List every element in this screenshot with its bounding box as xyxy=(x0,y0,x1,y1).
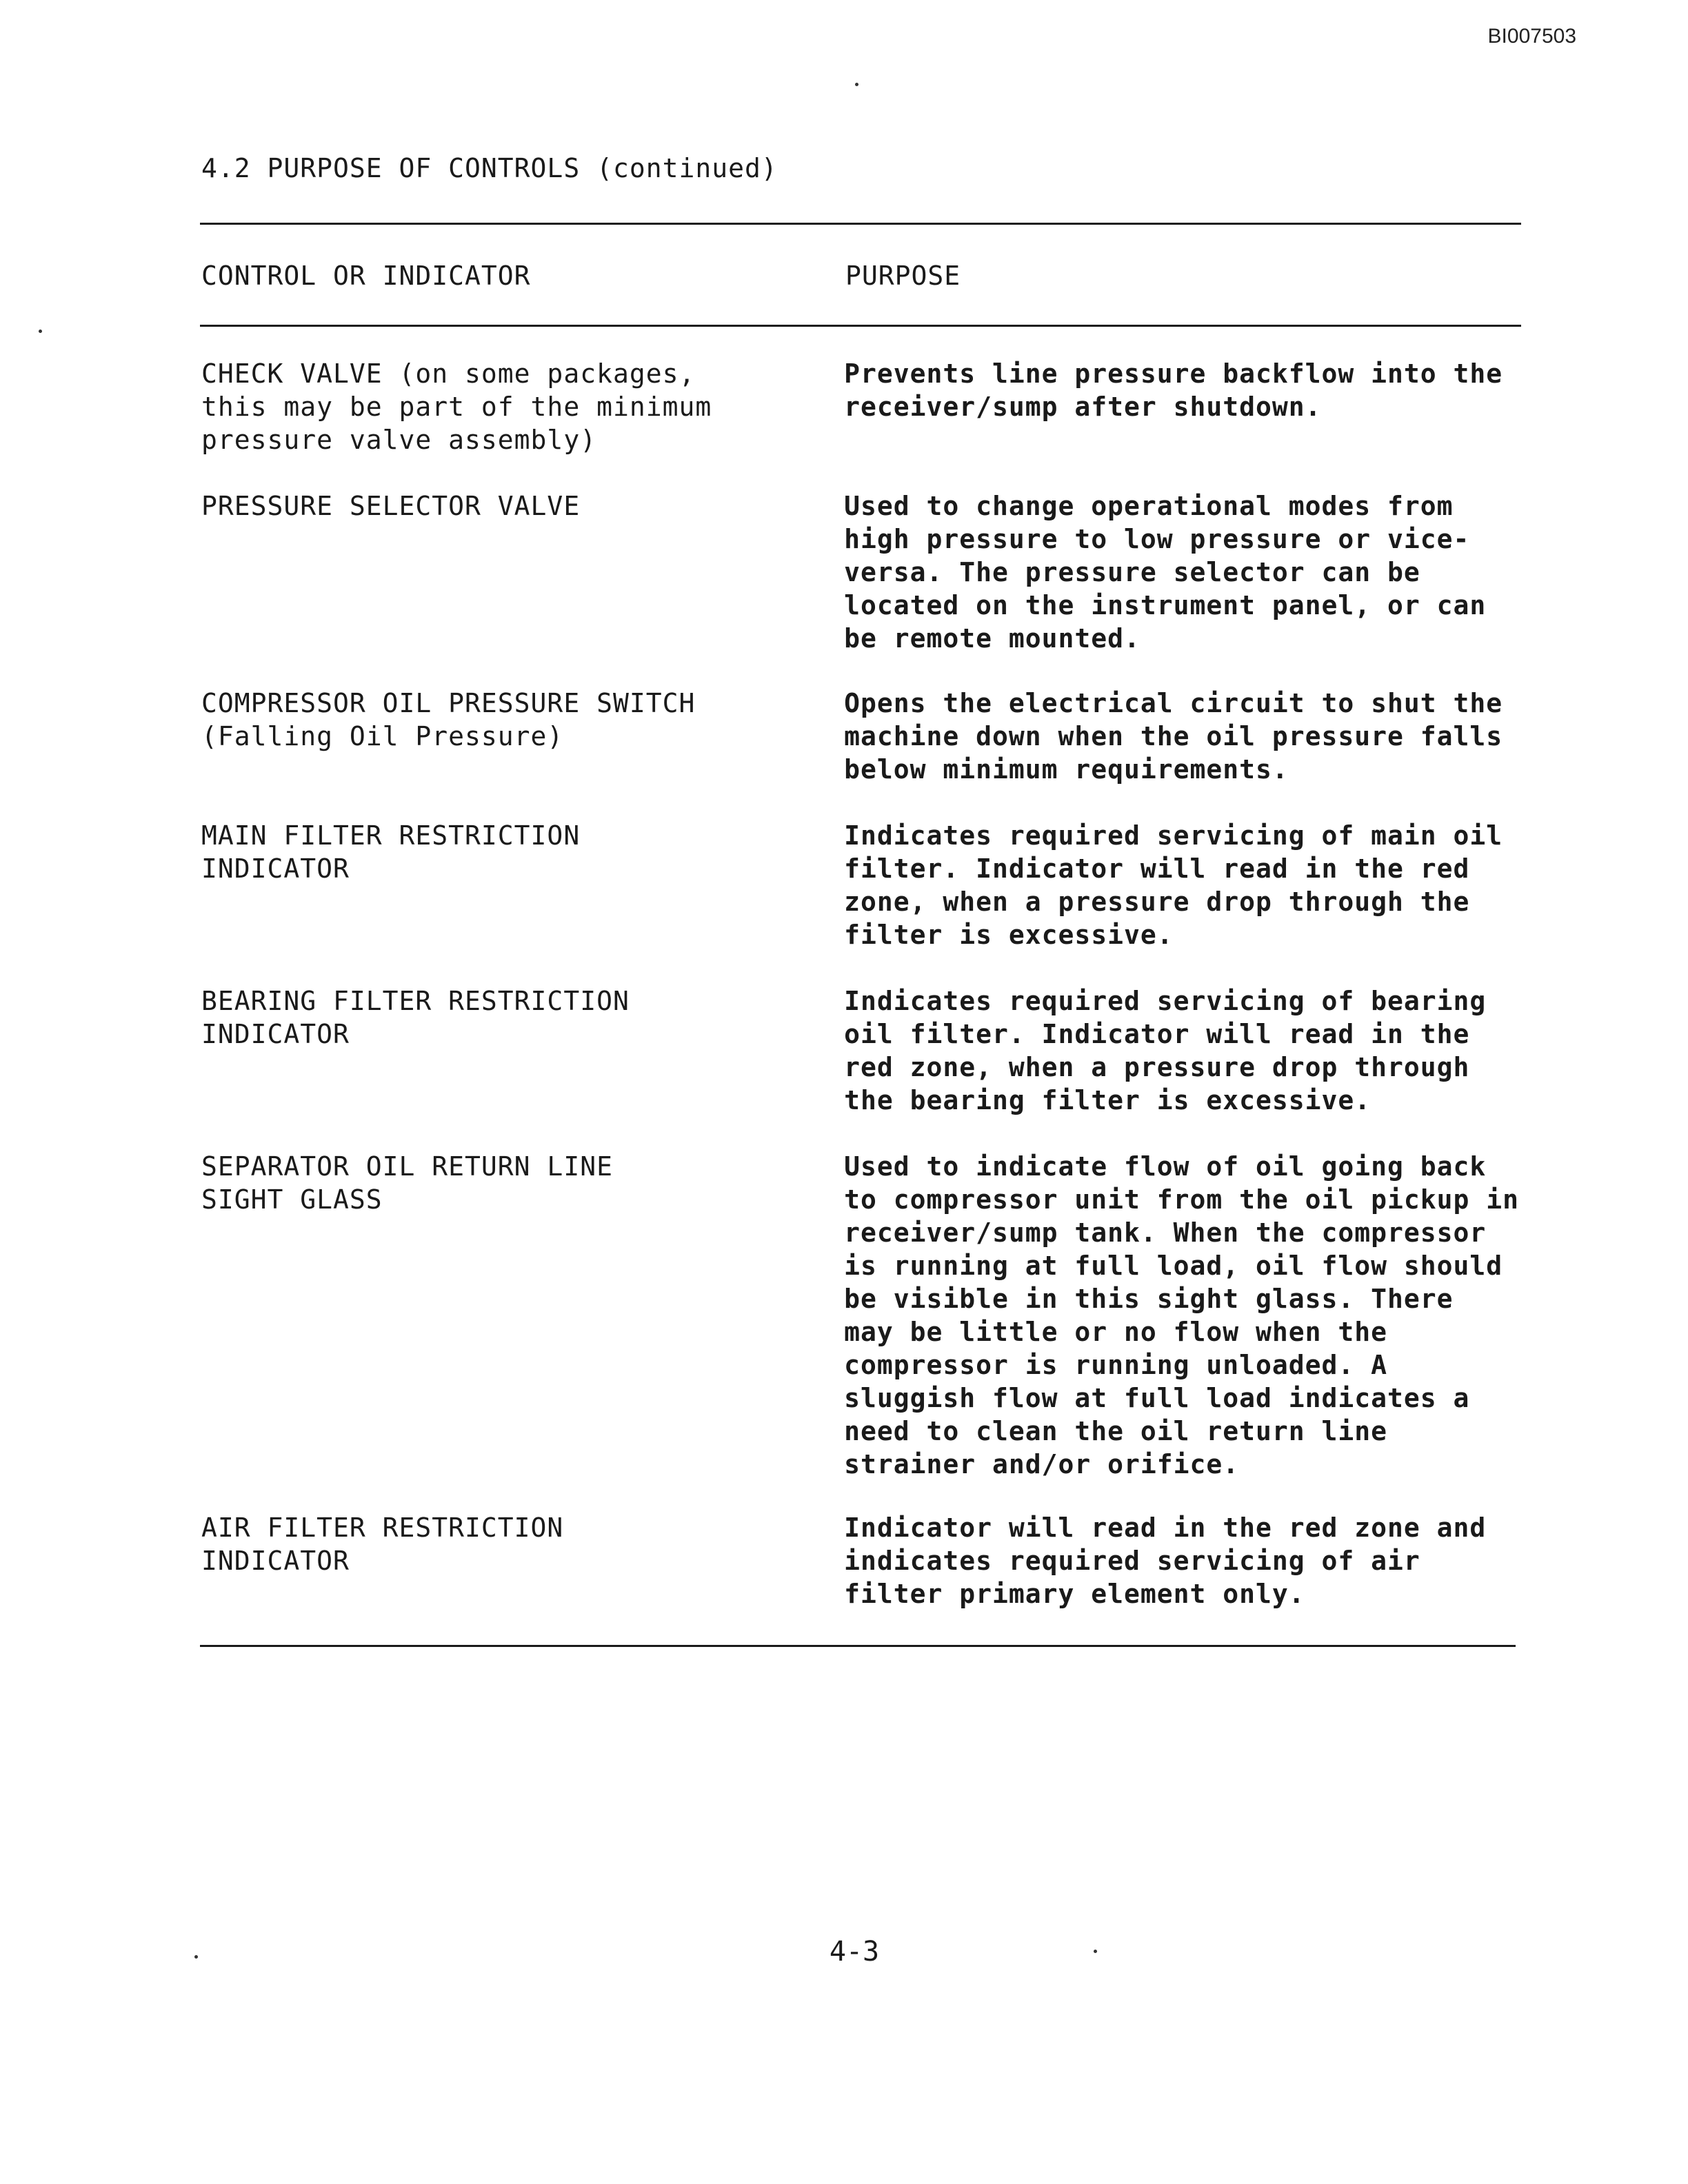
control-cell: COMPRESSOR OIL PRESSURE SWITCH (Falling Oil Pressure) xyxy=(201,688,696,751)
table-row xyxy=(201,357,1525,489)
page-number: 4-3 xyxy=(829,1936,880,1968)
purpose-cell: Indicates required servicing of main oil filter. Indicator will read in the red zone, when a pressure drop through the filter is excessive. xyxy=(844,820,1503,950)
header-bottom-rule xyxy=(200,325,1521,327)
table-bottom-rule xyxy=(200,1645,1516,1647)
document-id: BI007503 xyxy=(1487,25,1576,48)
scan-speck xyxy=(855,83,858,86)
table-row xyxy=(201,489,1525,687)
control-cell: MAIN FILTER RESTRICTION INDICATOR xyxy=(201,820,581,884)
table-row xyxy=(201,687,1525,819)
column-header-control: CONTROL OR INDICATOR xyxy=(201,261,531,291)
table-row xyxy=(201,1150,1525,1511)
table-row xyxy=(201,819,1525,984)
table-row xyxy=(201,1511,1525,1615)
controls-table xyxy=(201,357,1525,1615)
table-top-rule xyxy=(200,223,1521,225)
scan-speck xyxy=(194,1955,198,1959)
control-cell: CHECK VALVE (on some packages, this may be part of the minimum pressure valve assembly) xyxy=(201,358,712,455)
column-header-purpose: PURPOSE xyxy=(845,261,961,291)
purpose-cell: Indicates required servicing of bearing oil filter. Indicator will read in the red zone, when a pressure drop through the bearing filter is excessive. xyxy=(844,986,1487,1115)
purpose-cell: Used to change operational modes from high pressure to low pressure or vice- versa. The pressure selector can be located on the instrument panel, or can be remote mounted. xyxy=(844,491,1487,654)
section-title: 4.2 PURPOSE OF CONTROLS (continued) xyxy=(201,153,778,183)
control-cell: AIR FILTER RESTRICTION INDICATOR xyxy=(201,1513,564,1576)
control-cell: SEPARATOR OIL RETURN LINE SIGHT GLASS xyxy=(201,1151,613,1215)
purpose-cell: Opens the electrical circuit to shut the machine down when the oil pressure falls below minimum requirements. xyxy=(844,688,1503,785)
purpose-cell: Used to indicate flow of oil going back to compressor unit from the oil pickup in receiver/sump tank. When the compressor is running at full load, oil flow should be visible in this sight glass. There may be little or no flow when the compressor is running unloaded. A sluggish flow at full load indicates a need to clean the oil return line strainer and/or orifice. xyxy=(844,1151,1520,1479)
purpose-cell: Indicator will read in the red zone and indicates required servicing of air filter primary element only. xyxy=(844,1513,1487,1609)
scan-speck xyxy=(39,330,42,333)
control-cell: BEARING FILTER RESTRICTION INDICATOR xyxy=(201,986,630,1049)
scan-speck xyxy=(1094,1950,1097,1953)
purpose-cell: Prevents line pressure backflow into the receiver/sump after shutdown. xyxy=(844,358,1503,422)
table-row xyxy=(201,984,1525,1150)
control-cell: PRESSURE SELECTOR VALVE xyxy=(201,491,581,521)
